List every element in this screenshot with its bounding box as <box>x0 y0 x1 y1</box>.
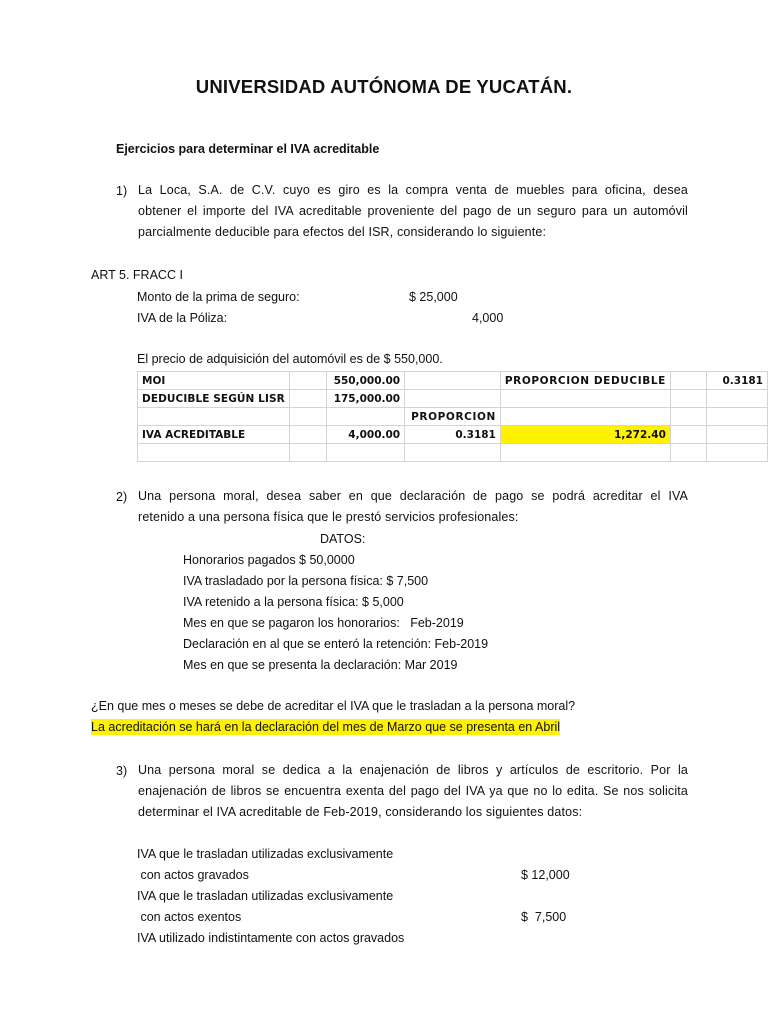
table-cell <box>289 426 326 444</box>
table-row <box>138 444 768 462</box>
document-subtitle: Ejercicios para determinar el IVA acreditable <box>116 142 380 156</box>
table-cell <box>405 444 501 462</box>
table-cell: 175,000.00 <box>326 390 405 408</box>
question-3-line: determinar el IVA acreditable de Feb-2019, considerando los siguientes datos: <box>138 805 583 819</box>
table-cell <box>706 444 767 462</box>
premium-value: $ 25,000 <box>409 290 458 304</box>
table-cell: MOI <box>138 372 290 390</box>
datos-item: IVA retenido a la persona física: $ 5,000 <box>183 595 404 609</box>
table-row <box>138 372 768 390</box>
table-cell: 0.3181 <box>405 426 501 444</box>
question-2-line: Una persona moral, desea saber en que declaración de pago se podrá acreditar el IVA <box>138 489 688 503</box>
table-cell <box>289 372 326 390</box>
policy-iva-label: IVA de la Póliza: <box>137 311 228 325</box>
question-3-text <box>138 760 688 823</box>
question-1-number: 1) <box>116 184 128 198</box>
table-cell <box>500 408 670 426</box>
datos-item: Mes en que se pagaron los honorarios: Feb-2019 <box>183 616 464 630</box>
table-row <box>138 408 768 426</box>
datos-item: Honorarios pagados $ 50,0000 <box>183 553 355 567</box>
question-1-text <box>138 180 688 243</box>
table-cell <box>500 390 670 408</box>
data-label: IVA que le trasladan utilizadas exclusivamente <box>137 847 394 861</box>
question-2-number: 2) <box>116 490 128 504</box>
table-cell <box>670 408 706 426</box>
data-label: IVA que le trasladan utilizadas exclusivamente <box>137 889 394 903</box>
table-cell: IVA ACREDITABLE <box>138 426 290 444</box>
vehicle-price-note: El precio de adquisición del automóvil es de $ 550,000. <box>137 352 443 366</box>
table-cell <box>326 444 405 462</box>
question-1-line: La Loca, S.A. de C.V. cuyo es giro es la compra venta de muebles para oficina, desea <box>138 183 688 197</box>
table-cell <box>326 408 405 426</box>
table-cell <box>405 372 501 390</box>
data-label: con actos gravados <box>137 868 249 882</box>
table-cell: 550,000.00 <box>326 372 405 390</box>
table-cell: PROPORCION DEDUCIBLE <box>500 372 670 390</box>
table-row <box>138 426 768 444</box>
article-reference: ART 5. FRACC I <box>91 268 183 282</box>
table-cell: PROPORCION <box>405 408 501 426</box>
question-2-prompt: ¿En que mes o meses se debe de acreditar el IVA que le trasladan a la persona moral? <box>91 699 576 713</box>
table-cell <box>670 444 706 462</box>
table-cell <box>405 390 501 408</box>
calculation-table <box>137 371 768 462</box>
question-3-line: enajenación de libros se encuentra exenta del pago del IVA ya que no lo edita. Se nos solicita <box>138 784 688 798</box>
table-cell <box>706 390 767 408</box>
datos-item: IVA trasladado por la persona física: $ 7,500 <box>183 574 429 588</box>
table-cell <box>138 408 290 426</box>
table-cell <box>138 444 290 462</box>
data-label: con actos exentos <box>137 910 242 924</box>
datos-item: Mes en que se presenta la declaración: Mar 2019 <box>183 658 458 672</box>
datos-item: Declaración en al que se enteró la retención: Feb-2019 <box>183 637 489 651</box>
table-cell <box>670 390 706 408</box>
policy-iva-value: 4,000 <box>472 311 504 325</box>
table-row <box>138 390 768 408</box>
question-3-number: 3) <box>116 764 128 778</box>
table-cell <box>289 444 326 462</box>
table-cell <box>289 390 326 408</box>
table-cell <box>670 372 706 390</box>
table-cell <box>706 426 767 444</box>
question-1-line: obtener el importe del IVA acreditable proveniente del pago de un seguro para un automóvil <box>138 204 688 218</box>
table-cell <box>706 408 767 426</box>
data-label: IVA utilizado indistintamente con actos gravados <box>137 931 405 945</box>
table-cell <box>289 408 326 426</box>
table-cell <box>670 426 706 444</box>
document-title: UNIVERSIDAD AUTÓNOMA DE YUCATÁN. <box>195 76 573 97</box>
datos-label: DATOS: <box>320 532 366 546</box>
question-2-text <box>138 486 688 528</box>
gravados-value: $ 12,000 <box>521 868 570 882</box>
exentos-value: $ 7,500 <box>521 910 567 924</box>
question-1-line: parcialmente deducible para efectos del ISR, considerando lo siguiente: <box>138 225 547 239</box>
question-2-line: retenido a una persona física que le prestó servicios profesionales: <box>138 510 519 524</box>
highlighted-result-cell: 1,272.40 <box>500 426 670 444</box>
table-cell: 4,000.00 <box>326 426 405 444</box>
table-cell <box>500 444 670 462</box>
question-3-line: Una persona moral se dedica a la enajenación de libros y artículos de escritorio. Por la <box>138 763 688 777</box>
highlighted-answer: La acreditación se hará en la declaración del mes de Marzo que se presenta en Abril <box>91 720 561 734</box>
premium-label: Monto de la prima de seguro: <box>137 290 300 304</box>
table-cell: 0.3181 <box>706 372 767 390</box>
table-cell: DEDUCIBLE SEGÚN LISR <box>138 390 290 408</box>
